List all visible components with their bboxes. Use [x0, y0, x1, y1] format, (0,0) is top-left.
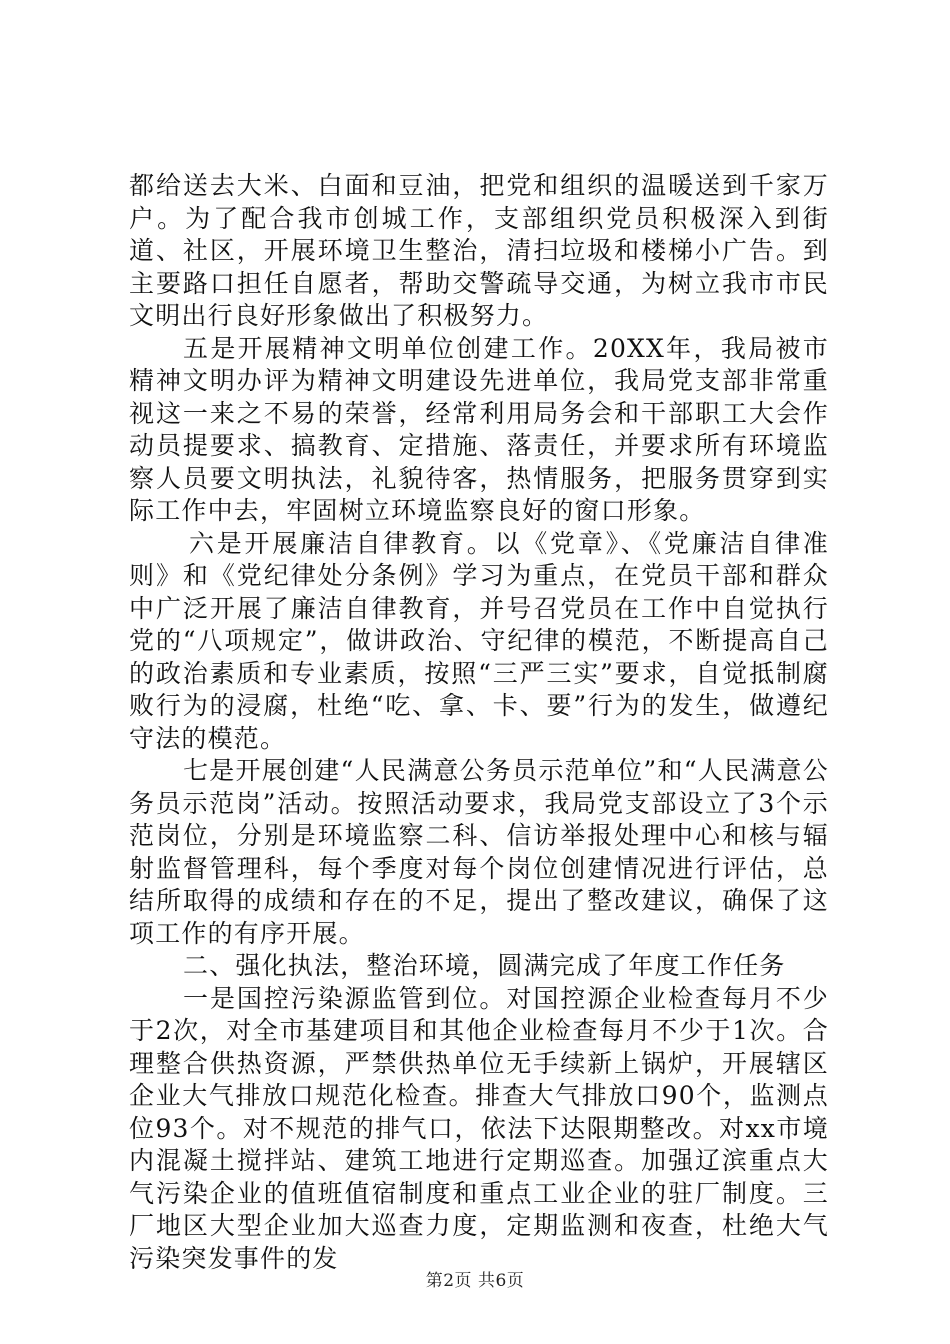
- paragraph-continuation: 都给送去大米、白面和豆油，把党和组织的温暖送到千家万户。为了配合我市创城工作，支部组织党员积极深入到街道、社区，开展环境卫生整治，清扫垃圾和楼梯小广告。到主要路口担任自愿者，帮助交警疏导交通，为树立我市市民文明出行良好形象做出了积极努力。: [129, 171, 829, 330]
- paragraph-integrity-education: 六是开展廉洁自律教育。以《党章》、《党廉洁自律准则》和《党纪律处分条例》学习为重点，在党员干部和群众中广泛开展了廉洁自律教育，并号召党员在工作中自觉执行党的“八项规定”，做讲政治、守纪律的模范，不断提高自己的政治素质和专业素质，按照“三严三实”要求，自觉抵制腐败行为的浸腐，杜绝“吃、拿、卡、要”行为的发生，做遵纪守法的模范。: [129, 528, 829, 753]
- page-number-footer: 第2页 共6页: [425, 1271, 525, 1291]
- paragraph-model-unit: 七是开展创建“人民满意公务员示范单位”和“人民满意公务员示范岗”活动。按照活动要求，我局党支部设立了3个示范岗位，分别是环境监察二科、信访举报处理中心和核与辐射监督管理科，每个季度对每个岗位创建情况进行评估，总结所取得的成绩和存在的不足，提出了整改建议，确保了这项工作的有序开展。: [129, 756, 829, 948]
- section-heading-law-enforcement: 二、强化执法，整治环境，圆满完成了年度工作任务: [183, 951, 786, 980]
- paragraph-spiritual-civilization: 五是开展精神文明单位创建工作。20XX年，我局被市精神文明办评为精神文明建设先进单位，我局党支部非常重视这一来之不易的荣誉，经常利用局务会和干部职工大会作动员提要求、搞教育、定措施、落责任，并要求所有环境监察人员要文明执法，礼貌待客，热情服务，把服务贯穿到实际工作中去，牢固树立环境监察良好的窗口形象。: [129, 333, 829, 525]
- document-body: [129, 170, 829, 1275]
- paragraph-pollution-supervision: 一是国控污染源监管到位。对国控源企业检查每月不少于2次，对全市基建项目和其他企业检查每月不少于1次。合理整合供热资源，严禁供热单位无手续新上锅炉，开展辖区企业大气排放口规范化检查。排查大气排放口90个，监测点位93个。对不规范的排气口，依法下达限期整改。对xx市境内混凝土搅拌站、建筑工地进行定期巡查。加强辽滨重点大气污染企业的值班值宿制度和重点工业企业的驻厂制度。三厂地区大型企业加大巡查力度，定期监测和夜查，杜绝大气污染突发事件的发: [129, 983, 829, 1273]
